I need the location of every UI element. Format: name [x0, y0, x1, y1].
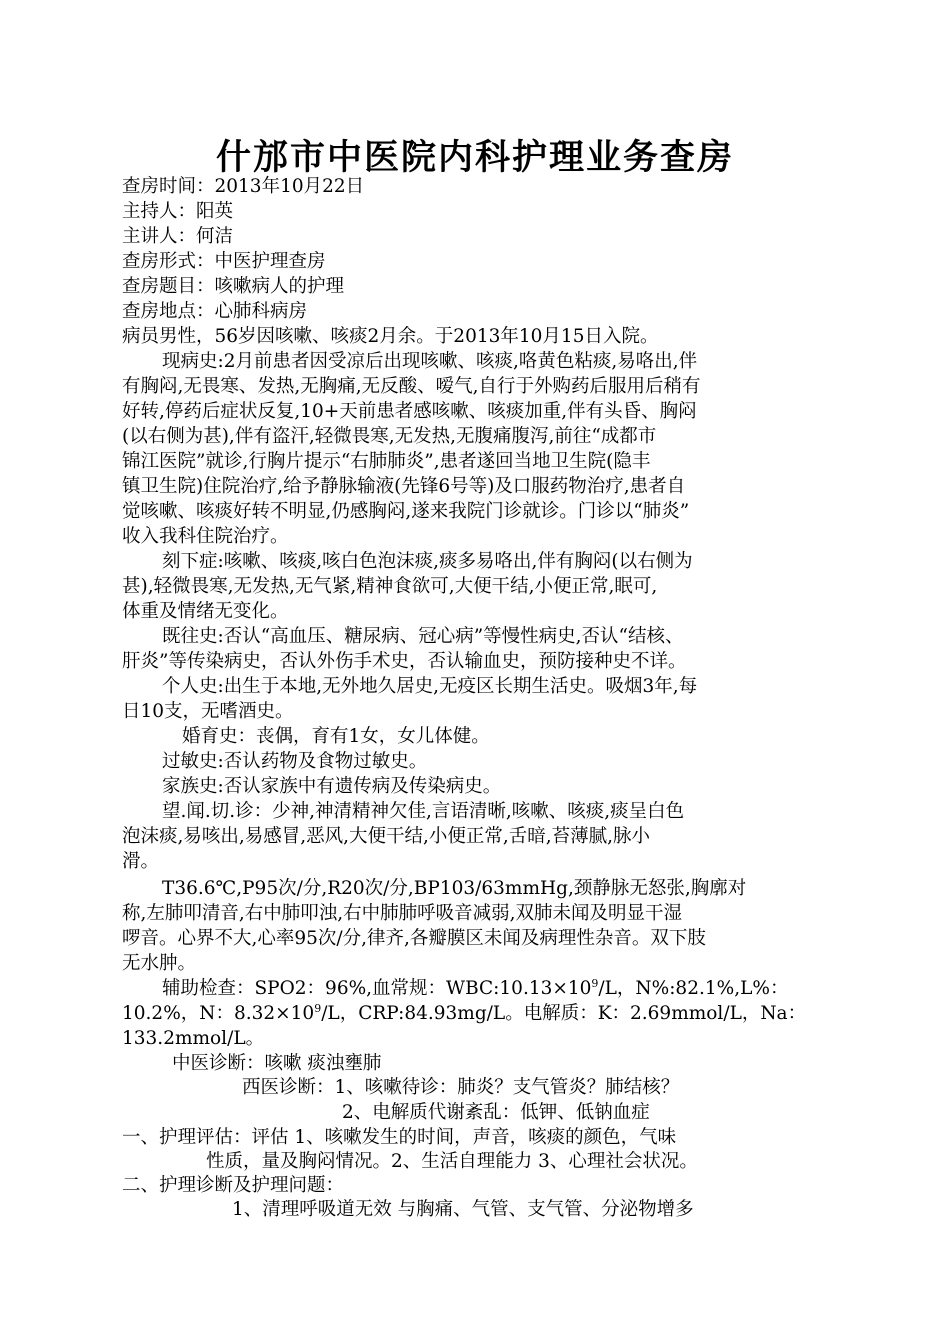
past-history-line: 既往史:否认“高血压、糖尿病、冠心病”等慢性病史,否认“结核、	[162, 626, 684, 647]
history-present-line: (以右侧为甚),伴有盗汗,轻微畏寒,无发热,无腹痛腹泻,前往“成都市	[122, 426, 657, 447]
history-present-line: 好转,停药后症状反复,10+天前患者感咳嗽、咳痰加重,伴有头昏、胸闷	[122, 401, 697, 422]
current-symptoms-line: 刻下症:咳嗽、咳痰,咳白色泡沫痰,痰多易咯出,伴有胸闷(以右侧为	[162, 551, 693, 572]
tcm-diagnosis: 中医诊断：咳嗽 痰浊壅肺	[172, 1053, 382, 1074]
marital-history: 婚育史：丧偶，育有1女，女儿体健。	[182, 726, 490, 747]
tcm-exam-line: 望.闻.切.诊：少神,神清精神欠佳,言语清晰,咳嗽、咳痰,痰呈白色	[162, 801, 685, 822]
aux-exam-text: /L，N%:82.1%,L%：	[598, 978, 789, 999]
physical-exam-line: 啰音。心界不大,心率95次/分,律齐,各瓣膜区未闻及病理性杂音。双下肢	[122, 928, 706, 949]
history-present-line: 有胸闷,无畏寒、发热,无胸痛,无反酸、嗳气,自行于外购药后服用后稍有	[122, 376, 701, 397]
personal-history-line: 日10支，无嗜酒史。	[122, 701, 294, 722]
physical-exam-line: 无水肿。	[122, 953, 197, 974]
nursing-problems-header: 二、护理诊断及护理问题：	[122, 1175, 345, 1196]
nursing-assessment-line: 一、护理评估：评估 1、咳嗽发生的时间，声音，咳痰的颜色，气味	[122, 1127, 677, 1148]
past-history-line: 肝炎”等传染病史，否认外伤手术史，否认输血史，预防接种史不详。	[122, 651, 687, 672]
nursing-problem-1: 1、清理呼吸道无效 与胸痛、气管、支气管、分泌物增多	[232, 1199, 694, 1220]
personal-history-line: 个人史:出生于本地,无外地久居史,无疫区长期生活史。吸烟3年,每	[162, 676, 698, 697]
rounds-host: 主持人：阳英	[122, 201, 234, 222]
aux-exam-text: 10.2%，N：8.32×10	[122, 1003, 315, 1024]
history-present-line: 锦江医院”就诊,行胸片提示“右肺肺炎”,患者遂回当地卫生院(隐丰	[122, 451, 651, 472]
western-diagnosis-2: 2、电解质代谢紊乱：低钾、低钠血症	[342, 1102, 650, 1123]
rounds-time: 查房时间：2013年10月22日	[122, 176, 365, 197]
western-diagnosis-1: 西医诊断：1、咳嗽待诊：肺炎？支气管炎？肺结核？	[242, 1077, 680, 1098]
family-history: 家族史:否认家族中有遗传病及传染病史。	[162, 776, 502, 797]
aux-exam-line: 133.2mmol/L。	[122, 1028, 265, 1049]
nursing-assessment-line: 性质，量及胸闷情况。2、生活自理能力 3、心理社会状况。	[206, 1151, 698, 1172]
tcm-exam-line: 泡沫痰,易咳出,易感冒,恶风,大便干结,小便正常,舌暗,苔薄腻,脉小	[122, 826, 651, 847]
patient-summary: 病员男性，56岁因咳嗽、咳痰2月余。于2013年10月15日入院。	[122, 326, 659, 347]
allergy-history: 过敏史:否认药物及食物过敏史。	[162, 751, 428, 772]
history-present-line: 收入我科住院治疗。	[122, 526, 289, 547]
page-title: 什邡市中医院内科护理业务查房	[215, 137, 734, 178]
exponent: 9	[314, 1001, 322, 1015]
history-present-line: 觉咳嗽、咳痰好转不明显,仍感胸闷,遂来我院门诊就诊。门诊以“肺炎”	[122, 501, 690, 522]
history-present-line: 现病史:2月前患者因受凉后出现咳嗽、咳痰,咯黄色粘痰,易咯出,伴	[162, 351, 698, 372]
rounds-format: 查房形式：中医护理查房	[122, 251, 326, 272]
physical-exam-line: T36.6℃,P95次/分,R20次/分,BP103/63mmHg,颈静脉无怒张,胸廓对	[162, 878, 747, 899]
current-symptoms-line: 甚),轻微畏寒,无发热,无气紧,精神食欲可,大便干结,小便正常,眠可,	[122, 576, 658, 597]
aux-exam-text: 辅助检查：SPO2：96%,血常规：WBC:10.13×10	[162, 978, 592, 999]
tcm-exam-line: 滑。	[122, 851, 160, 872]
history-present-line: 镇卫生院)住院治疗,给予静脉输液(先锋6号等)及口服药物治疗,患者自	[122, 476, 686, 497]
current-symptoms-line: 体重及情绪无变化。	[122, 601, 289, 622]
physical-exam-line: 称,左肺叩清音,右中肺叩浊,右中肺肺呼吸音减弱,双肺未闻及明显干湿	[122, 903, 683, 924]
aux-exam-text: /L，CRP:84.93mg/L。电解质：K：2.69mmol/L，Na：	[321, 1003, 807, 1024]
rounds-place: 查房地点：心肺科病房	[122, 301, 308, 322]
aux-exam-line	[162, 977, 788, 1001]
aux-exam-line	[122, 1002, 806, 1026]
rounds-speaker: 主讲人：何洁	[122, 226, 234, 247]
exponent: 9	[591, 976, 599, 990]
rounds-topic: 查房题目：咳嗽病人的护理	[122, 276, 345, 297]
